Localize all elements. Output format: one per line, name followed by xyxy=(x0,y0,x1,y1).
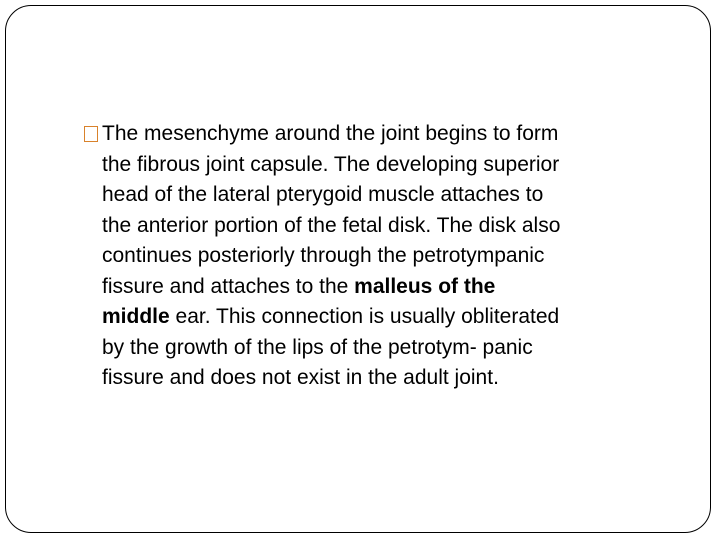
text-run: fissure and does not exist in the adult joint. xyxy=(102,366,499,389)
bold-text-run: middle xyxy=(102,305,170,328)
text-line xyxy=(80,180,680,211)
hollow-square-bullet-icon xyxy=(84,126,98,142)
text-run: the anterior portion of the fetal disk. The disk also xyxy=(102,213,561,237)
text-line xyxy=(80,302,680,333)
paragraph-lines xyxy=(80,119,680,394)
text-line xyxy=(80,363,680,394)
text-line xyxy=(80,211,680,242)
bullet-paragraph xyxy=(80,119,680,394)
text-run: fissure and attaches to the xyxy=(102,274,355,298)
text-line xyxy=(80,333,680,364)
text-run: the fibrous joint capsule. The developing superior xyxy=(102,152,560,176)
text-run: head of the lateral pterygoid muscle attaches to xyxy=(102,183,544,206)
text-run: ear. This connection is usually obliterated xyxy=(169,305,560,328)
text-line xyxy=(80,119,680,150)
text-run: by the growth of the lips of the petrotym- panic xyxy=(102,335,533,359)
text-run: The mesenchyme around the joint begins to form xyxy=(102,122,559,145)
text-line xyxy=(80,150,680,181)
text-run: continues posteriorly through the petrotympanic xyxy=(102,244,545,267)
bold-text-run: malleus of the xyxy=(354,274,496,298)
text-line xyxy=(80,241,680,272)
text-line xyxy=(80,272,680,303)
